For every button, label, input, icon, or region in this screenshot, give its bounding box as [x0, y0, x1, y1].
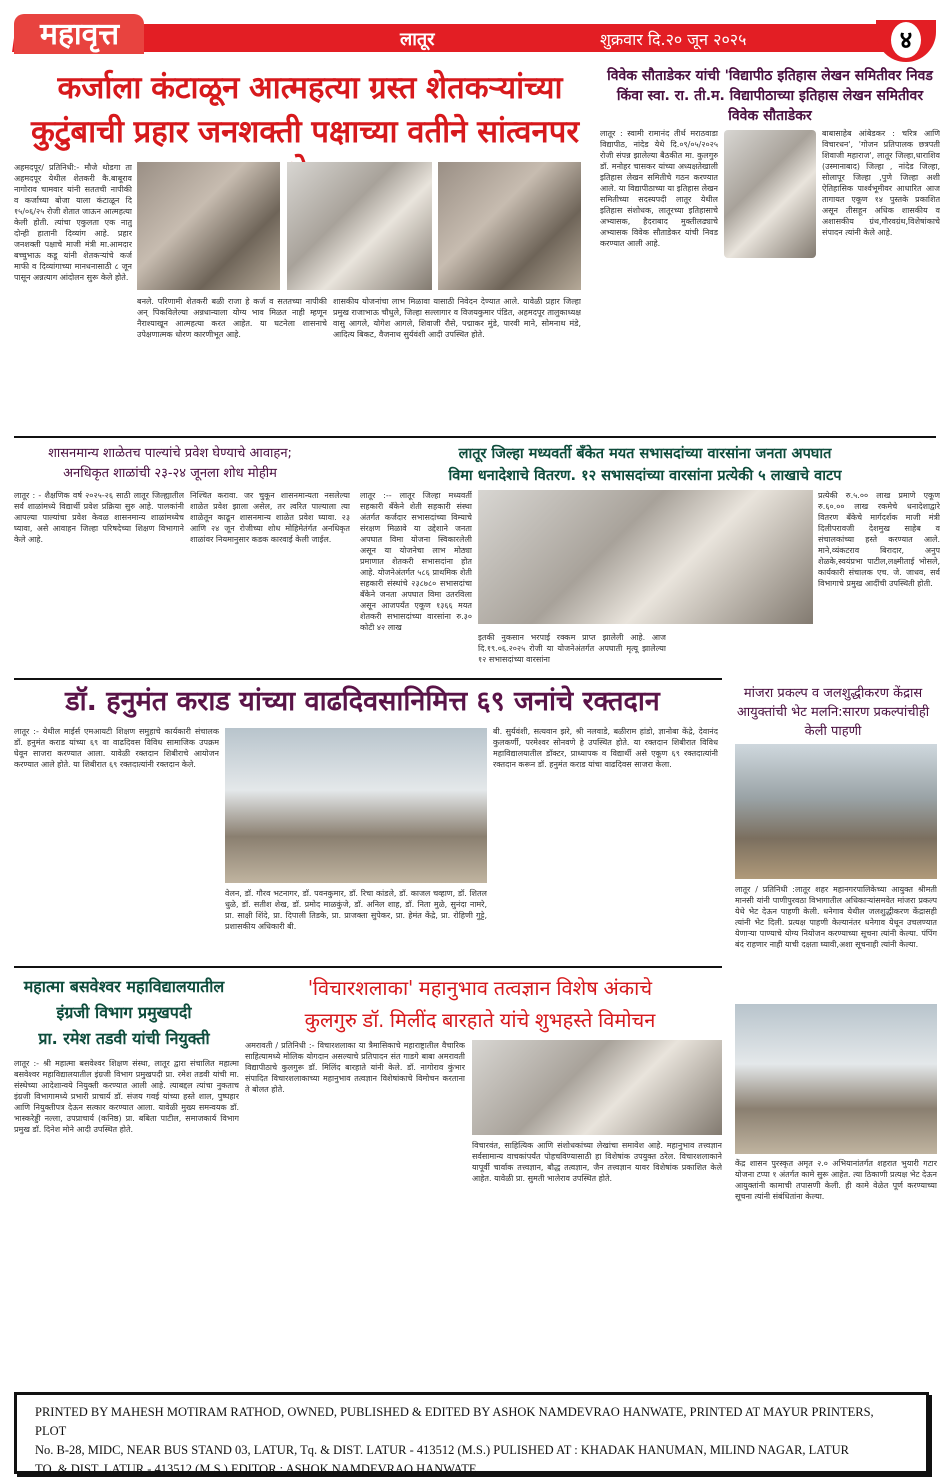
imprint-footer [14, 1392, 929, 1474]
section-divider [14, 436, 936, 438]
manjra-body: लातूर / प्रतिनिधी :लातूर शहर महानगरपालिकेच्या आयुक्त श्रीमती मानसी यांनी पाणीपुरवठा विभागातील अधिकाऱ्यांसमवेत मांजरा प्रकल्प येथे भेट देऊन पाहणी केली. धनेगाव येथील जलशुद्धीकरण केंद्रासही त्यांनी भेट दिली. प्रत्यक्ष पाहणी केल्यानंतर धनेगाव येथून उचलण्यात येणाऱ्या पाण्याचे योग्य नियोजन करण्याच्या सूचना त्यांनी केल्या. पंपिंग बंद राहणार नाही याची दक्षता घ्यावी,अशा सूचनाही त्यांनी केल्या. [735, 885, 937, 949]
saudagar-headline: विवेक सौताडेकर यांची 'विद्यापीठ इतिहास लेखन समितीवर निवड किंवा स्वा. रा. ती.म. विद्यापीठाच्या इतिहास लेखन समितीवर विवेक सौताडेकर [607, 68, 933, 124]
imprint-line-3: TQ. & DIST. LATUR - 413512 (M.S.) EDITOR : ASHOK NAMDEVRAO HANWATE [35, 1462, 477, 1476]
issue-date: शुक्रवार दि.२० जून २०२५ [600, 30, 747, 49]
vicharshalaka-body-col1: अमरावती / प्रतिनिधी :- विचारशलाका या त्रैमासिकाचे महाराष्ट्रातील वैचारिक साहित्यामध्ये मोलिक योगदान असल्याचे प्रतिपादन संत गाडगे बाबा अमरावती विद्यापीठाचे कुलगुरू डॉ. मिलिंद बारहाते यांनी केले. डॉ. नागोराव कुंभार संपादित विचारशलाकाच्या महानुभाव तत्वज्ञान विशेषांकाचे विमोचन करताना ते बोलत होते. [245, 1041, 465, 1094]
page-number: ४ [891, 22, 921, 58]
lead-headline-line2: कुटुंबाची प्रहार जनशक्ती पक्षाच्या वतीने सांत्वनपर [30, 114, 579, 150]
bank-body-col1: लातूर :-- लातूर जिल्हा मध्यवर्ती सहकारी बँकेने शेती सहकारी संस्था अंतर्गत कर्जदार सभासदांच्या विम्याचे संरक्षण मिळावे या उद्देशाने जनता अपघात विमा योजना स्विकारलेली असून या योजनेचा लाभ मोठ्या प्रमाणात शेतकरी सभासदांना होत आहे. योजनेअंतर्गत ५८६ प्राथमिक शेती सहकारी संस्थांचे २३८७८० सभासदांचा बँकेने जनता अपघात विमा उतरविला असून आजपर्यंत एकूण १३६६ मयत शेतकरी सभासदांच्या वारसांना रु.३० कोटी ४२ लाख [360, 491, 472, 632]
basaveshwar-headline-line1: महात्मा बसवेश्वर महाविद्यालयातील [23, 977, 225, 996]
lead-photo-1 [137, 162, 280, 290]
blood-caption: वेलन, डॉ. गौरव भटनागर, डॉ. पवनकुमार, डॉ. रिचा कांडले, डॉ. काजल चव्हाण, डॉ. शितल धुळे, डॉ. सतीश शेख, डॉ. प्रमोद माळकुंजे, डॉ. अनिल शाह, डॉ. निता मुळे, सुनंदा नामरे, प्रा. साक्षी शिंदे, प्रा. दिपाली तिडके, प्रा. प्राजक्ता सुपेकर, प्रा. हेमंत केंद्रे, प्रा. रोहिणी गुट्टे, प्रशासकीय अधिकारी बी. [225, 889, 487, 931]
imprint-line-1: PRINTED BY MAHESH MOTIRAM RATHOD, OWNED, PUBLISHED & EDITED BY ASHOK NAMDEVRAO HANWATE, PRINTED AT MAYUR PRINTERS, PLOT [35, 1405, 874, 1438]
manjra-headline: मांजरा प्रकल्प व जलशुद्धीकरण केंद्रास आयुक्तांची भेट मलनि:सारण प्रकल्पांचीही केली पाहणी [736, 686, 930, 739]
lead-body-col1: अहमदपूर/ प्रतिनिधी:- मौजे थोडगा ता अहमदपूर येथील शेतकरी कै.बाबूराव नागोराव चामवार यांनी सततची नापीकी व कर्जाच्या बोजा याला कंटाळून दि १५/०६/२५ रोजी शेतात जाऊन आत्महत्या केली होती. त्यांचा एकुलता एक नातु दोन्ही हातानी दिव्यांग आहे. प्रहार जनशक्ती पक्षाचे माजी मंत्री मा.आमदार बच्चुभाऊ कडू यांनी शेतकऱ्यांचे कर्ज माफी व दिव्यांगाच्या मानधनासाठी ८ जून पासून अन्नत्याग आंदोलन सुरू केले होते. [14, 163, 132, 282]
masthead-bar [12, 24, 896, 52]
bank-photo [478, 490, 813, 624]
bank-body-col2: इतकी नुकसान भरपाई रक्कम प्राप्त झालेली आहे. आज दि.१९.०६.२०२५ रोजी या योजनेअंतर्गत अपघाती मृत्यू झालेल्या १२ सभासदांच्या वारसांना [478, 633, 666, 664]
schools-body-col2: निश्चित करावा. जर चुकून शासनमान्यता नसलेल्या शाळेत प्रवेश झाला असेल, तर त्वरित पाल्याला त्या शाळेतून काढून शासनमान्य शाळेत प्रवेश घ्यावा. २३ आणि २४ जून रोजीच्या शोध मोहिमेतंर्गत अनधिकृत शाळांवर नियमानुसार कडक कारवाई केली जाईल. [190, 491, 350, 544]
vicharshalaka-photo [472, 1040, 722, 1135]
imprint-line-2: No. B-28, MIDC, NEAR BUS STAND 03, LATUR, Tq. & DIST. LATUR - 413512 (M.S.) PULISHED AT : KHADAK HANUMAN, MILIND NAGAR, LATUR [35, 1443, 849, 1457]
bank-body-col3: प्रत्येकी रु.५.०० लाख प्रमाणे एकूण रु.६०.०० लाख रकमेचे धनादेशाद्वारे वितरण बँकेचे मार्गदर्शक माजी मंत्री दिलीपरावजी देशमुख साहेब व संचालकांच्या हस्ते करण्यात आले. माने,व्यंकटराव बिरादार, अनुप शेळके,स्वयंप्रभा पाटील,लक्ष्मीताई भोसले, कार्यकारी संचालक एच. जे. जाधव, सर्व विभागाचे प्रमुख आदींची उपस्थिती होती. [818, 491, 940, 588]
vicharshalaka-body-col2: विचारवंत, साहित्यिक आणि संशोधकांच्या लेखांचा समावेश आहे. महानुभाव तत्त्वज्ञान सर्वसामान्य वाचकांपर्यंत पोहचविण्यासाठी हा विशेषांक उपयुक्त ठरेल. विचारशलाकाने यापूर्वी चार्वाक तत्त्वज्ञान, बौद्ध तत्वज्ञान, जैन तत्त्वज्ञान यावर विशेषांक प्रकाशित केले आहेत. यावेळी प्रा. सुमती भालेराव उपस्थित होते. [472, 1141, 722, 1183]
manjra-photo-2 [735, 1004, 937, 1154]
basaveshwar-body: लातूर :- श्री महात्मा बसवेश्वर शिक्षण संस्था, लातूर द्वारा संचालित महात्मा बसवेश्वर महाविद्यालयातील इंग्रजी विभाग प्रमुखपदी प्रा. रमेश तडवी यांची मा. संस्थेच्या आदेशान्वये नियुक्ती करण्यात आली आहे. त्याबद्दल त्यांचा नुकताच इंग्रजी विभागामध्ये प्रभारी प्राचार्य डॉ. संजय गवई यांच्या हस्ते शाल, पुष्पहार आणि नियुक्तीपत्र देऊन सत्कार करण्यात आला. यावेळी मुख्य समन्वयक डॉ. भास्करेड्डी नल्ला, उपप्राचार्य (कनिष्ठ) प्रा. बबिता पाटील, समाजकार्य विभाग प्रमुख डॉ. दिनेश मोने आदी उपस्थित होते. [14, 1059, 239, 1134]
blood-headline: डॉ. हनुमंत कराड यांच्या वाढदिवसानिमित्त ६९ जनांचे रक्तदान [65, 686, 660, 717]
schools-headline-line1: शासनमान्य शाळेतच पाल्यांचे प्रवेश घेण्याचे आवाहन; [48, 446, 292, 461]
basaveshwar-headline-line2: इंग्रजी विभाग प्रमुखपदी [56, 1003, 192, 1022]
blood-body-col2: बी. सुर्यवंशी, सत्यवान झरे, श्री नलवाडे, बळीराम हांडो, ज्ञानोबा केंद्रे, देवानंद कुलकर्णी, परमेश्वर सोनवणे हे उपस्थित होते. या रक्तदान शिबीरात विविध महाविद्यालयातील डॉक्टर, प्राध्यापक व विद्यार्थी असे एकूण ६९ रक्तदात्यांनी रक्तदान करून डॉ. हनुमंत कराड यांचा वाढदिवस साजरा केला. [493, 727, 718, 769]
saudagar-body-right: बाबासाहेब आंबेडकर : चरित्र आणि विचारधन', 'गोजन प्रतिपालक छत्रपती शिवाजी महाराज', लातूर जिल्हा,धाराशिव (उस्मानाबाद) जिल्हा , नांदेड जिल्हा, सोलापूर जिल्हा ,पुणे जिल्हा अशी ऐतिहासिक पार्श्वभूमीवर आधारित आज तागायत एकूण १४ पुस्तके प्रकाशित असून तीसहून अधिक शासकीय व अशासकीय ग्रंथ,गौरवग्रंथ,विशेषांकाचे संपादन त्यांनी केले आहे. [822, 129, 940, 237]
lead-headline-line1: कर्जाला कंटाळून आत्महत्या ग्रस्त शेतकऱ्यांच्या [57, 70, 563, 106]
section-divider [14, 966, 722, 968]
lead-photo-3 [438, 162, 581, 290]
saudagar-portrait [724, 130, 816, 258]
manjra-body-2: केंद्र शासन पुरस्कृत अमृत २.० अभियानांतर्गत शहरात भुयारी गटार योजना टप्पा १ अंतर्गत कामे सुरू आहेत. त्या ठिकाणी प्रत्यक्ष भेट देऊन आयुक्तांनी कामाची तपासणी केली. ही कामे वेळेत पूर्ण करण्याच्या सूचना त्यांनी संबंधितांना केल्या. [735, 1159, 937, 1201]
lead-body-col3: शासकीय योजनांचा लाभ मिळावा यासाठी निवेदन देण्यात आले. यावेळी प्रहार जिल्हा प्रमुख राजाभाऊ चौधुले, जिल्हा सल्लागार व विजयकुमार पंडित, अहमदपूर तालुकाध्यक्ष वासु आगले, योगेश आगले, शिवाजी रौसे, पद्माकर मुंडे, पारवी माने, सोमनाथ मंडे, आदित्य बिकट, वैजनाथ सुर्यवंशी आदी उपस्थित होते. [333, 297, 581, 339]
vicharshalaka-headline-line2: कुलगुरु डॉ. मिलींद बारहाते यांचे शुभहस्ते विमोचन [304, 1008, 656, 1032]
edition-city: लातूर [400, 29, 435, 50]
bank-headline-line1: लातूर जिल्हा मध्यवर्ती बँकेत मयत सभासदांच्या वारसांना जनता अपघात [458, 446, 832, 462]
schools-body-col1: लातूर : - शैक्षणिक वर्ष २०२५-२६ साठी लातूर जिल्ह्यातील सर्व शाळांमध्ये विद्यार्थी प्रवेश प्रक्रिया सुरु आहे. पालकांनी आपल्या पाल्यांचा प्रवेश केवळ शासनमान्य शाळांमध्येच घ्यावा, असे आवाहन जिल्हा परिषदेच्या शिक्षण विभागाने केले आहे. [14, 491, 184, 544]
lead-body-col2: बनले. परिणामी शेतकरी बळी राजा हे कर्ज व सततच्या नापीकी अन् पिकविलेल्या अन्नधान्याला योग्य भाव मिळत नाही म्हणून नैराश्याखून आत्महत्या करत आहेत. या घटनेला शासनाचे उपेक्षणात्मक धोरण कारणीभूत आहे. [137, 297, 327, 339]
vicharshalaka-headline-line1: 'विचारशलाका' महानुभाव तत्वज्ञान विशेष अंकाचे [307, 976, 653, 1000]
blood-photo [225, 728, 487, 883]
bank-headline-line2: विमा धनादेशाचे वितरण. १२ सभासदांच्या वारसांना प्रत्येकी ५ लाखाचे वाटप [448, 468, 842, 484]
blood-body-col1: लातूर :- येथील माईर्स एमआयटी शिक्षण समुहाचे कार्यकारी संचालक डॉ. हनुमंत कराड यांच्या ६९ वा वाढदिवस विविध सामाजिक उपक्रम घेवून साजरा करण्यात आला. यावेळी रक्तदान शिबीराचे आयोजन करण्यात आले होते. या शिबीरात ६९ रक्तदात्यांनी रक्तदान केले. [14, 727, 219, 769]
basaveshwar-headline-line3: प्रा. रमेश तडवी यांची नियुक्ती [38, 1029, 210, 1048]
manjra-photo-1 [735, 744, 937, 879]
section-divider [14, 678, 722, 680]
lead-photo-2 [287, 162, 432, 290]
schools-headline-line2: अनधिकृत शाळांची २३-२४ जूनला शोध मोहीम [63, 466, 277, 481]
saudagar-body-left: लातूर : स्वामी रामानंद तीर्थ मराठवाडा विद्यापीठ, नांदेड येथे दि.०९/०५/२०२५ रोजी संपन्न झालेल्या बैठकीत मा. कुलगुरु डॉ. मनोहर चासकर यांच्या अध्यक्षतेखाली इतिहास लेखन समितीचे गठन करण्यात आले. या विद्यापीठाच्या या इतिहास लेखन समितीच्या सदस्यपदी लातूर येथील इतिहास संशोधक, लातूरच्या इतिहासाचे अभ्यासक, हैदराबाद मुक्तीलढ्याचे अभ्यासक विवेक सौताडेकर यांची निवड करण्यात आली आहे. [600, 129, 718, 248]
newspaper-title: महावृत्त [40, 17, 120, 52]
